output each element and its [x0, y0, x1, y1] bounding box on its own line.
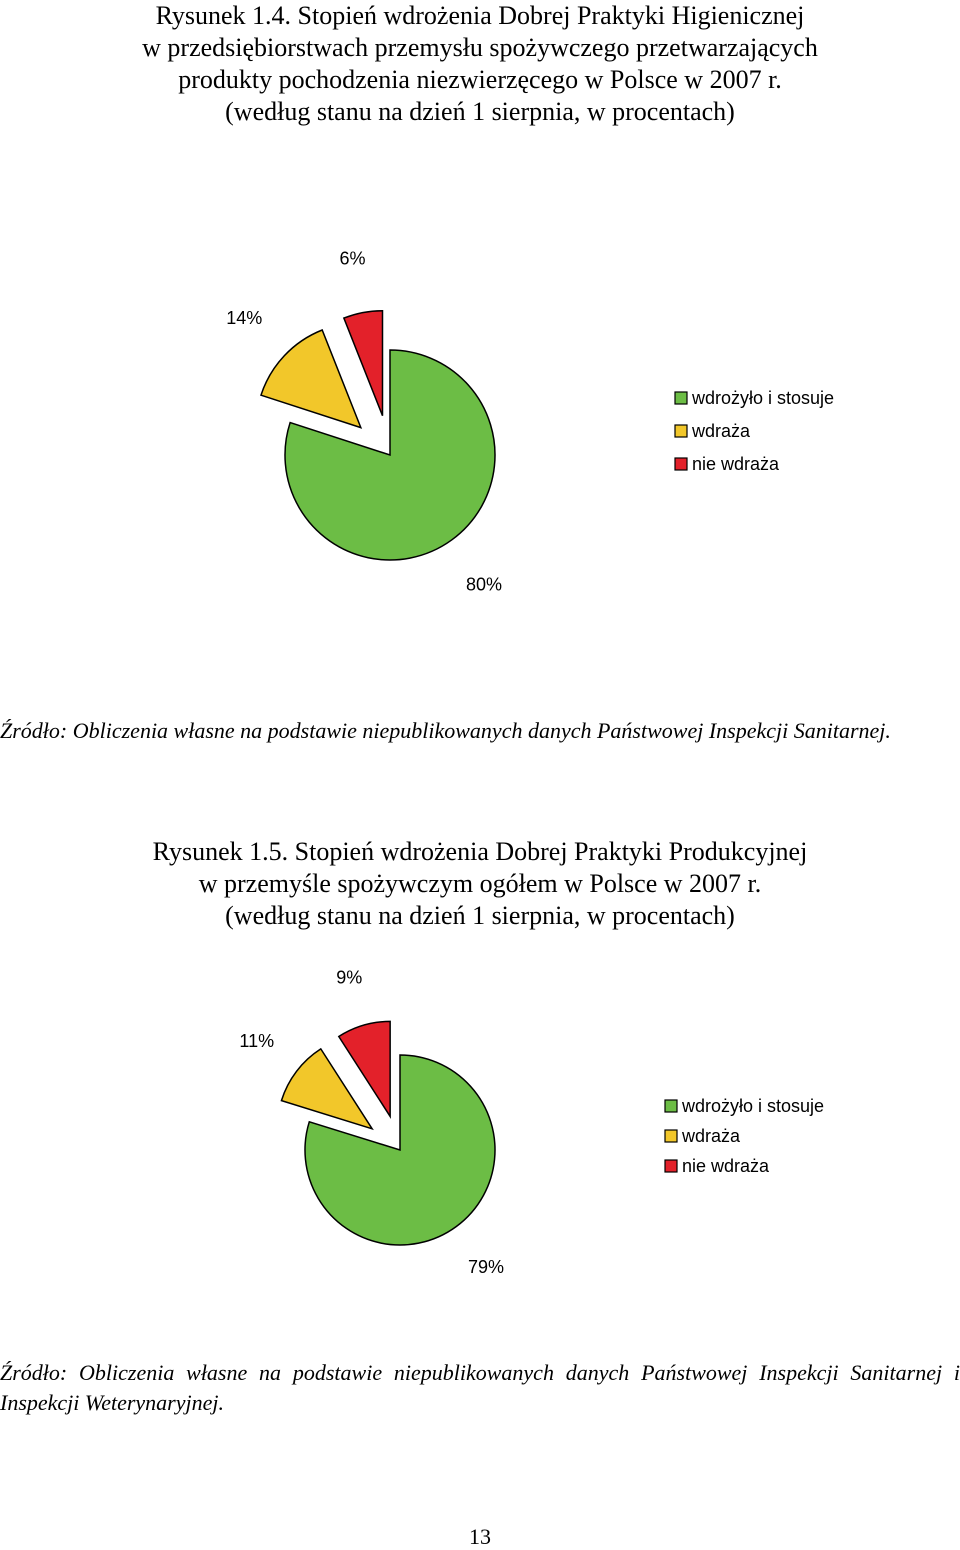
slice-data-label: 9%	[336, 967, 363, 988]
pie-chart-1-5-svg	[0, 967, 960, 1290]
legend-swatch	[675, 458, 687, 470]
legend-swatch	[665, 1160, 677, 1172]
slice-data-label: 11%	[239, 1030, 275, 1051]
legend-swatch	[665, 1100, 677, 1112]
figure-1-5-source: Źródło: Obliczenia własne na podstawie niepublikowanych danych Państwowej Inspekcji Sanitarnej i Inspekcji Weterynaryjnej.	[0, 1360, 960, 1415]
pie-chart-1-4	[0, 250, 960, 610]
slice-data-label: 6%	[339, 248, 366, 269]
legend-label: wdrożyło i stosuje	[682, 1096, 825, 1116]
slice-data-label: 14%	[226, 308, 263, 329]
title-line: w przemyśle spożywczym ogółem w Polsce w 2007 r.	[198, 869, 762, 898]
title-line: Rysunek 1.4. Stopień wdrożenia Dobrej Praktyki Higienicznej	[155, 1, 805, 30]
title-line: (według stanu na dzień 1 sierpnia, w procentach)	[225, 901, 735, 930]
figure-1-5-title	[0, 836, 960, 932]
slice-data-label: 79%	[467, 1256, 504, 1277]
legend-label: wdraża	[692, 421, 751, 441]
pie-chart-1-4-svg	[0, 250, 960, 610]
title-line: produkty pochodzenia niezwierzęcego w Polsce w 2007 r.	[178, 65, 782, 94]
slice-data-label: 80%	[466, 574, 503, 595]
legend-label: wdraża	[682, 1126, 741, 1146]
figure-1-4-source: Źródło: Obliczenia własne na podstawie niepublikowanych danych Państwowej Inspekcji Sanitarnej.	[0, 718, 891, 743]
legend-label: nie wdraża	[682, 1156, 770, 1176]
title-line: Rysunek 1.5. Stopień wdrożenia Dobrej Praktyki Produkcyjnej	[152, 837, 808, 866]
legend-swatch	[665, 1130, 677, 1142]
legend-swatch	[675, 392, 687, 404]
title-line: w przedsiębiorstwach przemysłu spożywczego przetwarzających	[142, 33, 818, 62]
pie-slice	[261, 330, 361, 428]
title-line: (według stanu na dzień 1 sierpnia, w procentach)	[225, 97, 735, 126]
pie-chart-1-5	[0, 967, 960, 1290]
figure-1-4-title	[0, 0, 960, 128]
legend-label: wdrożyło i stosuje	[692, 388, 835, 408]
legend-swatch	[675, 425, 687, 437]
page-number: 13	[469, 1524, 491, 1549]
legend-label: nie wdraża	[692, 454, 780, 474]
